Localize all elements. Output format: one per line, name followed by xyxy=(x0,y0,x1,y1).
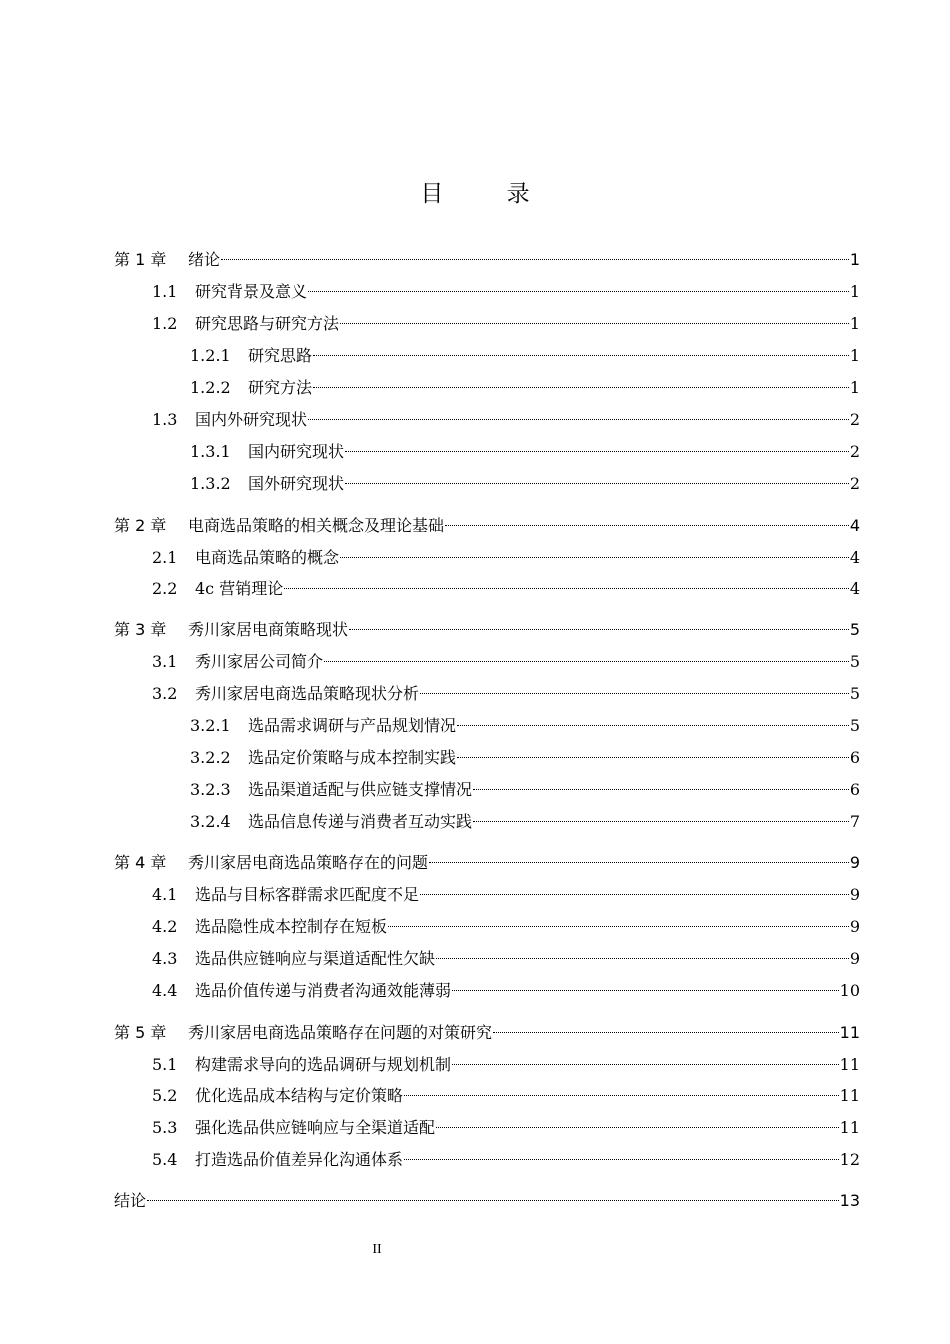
toc-entry-number: 第 1 章 xyxy=(114,250,167,269)
toc-entry-title: 秀川家居电商选品策略存在的问题 xyxy=(188,853,429,872)
toc-entry[interactable] xyxy=(152,883,860,907)
toc-entry-title: 选品隐性成本控制存在短板 xyxy=(195,917,388,936)
toc-entry[interactable] xyxy=(152,1053,860,1077)
toc-entry-page: 1 xyxy=(849,250,860,269)
toc-title: 目 录 xyxy=(420,181,558,207)
toc-entry-page: 5 xyxy=(849,652,860,671)
toc-entry-title: 研究背景及意义 xyxy=(195,282,308,301)
dot-leader xyxy=(308,291,849,292)
toc-entry-title: 绪论 xyxy=(188,250,221,269)
toc-entry[interactable] xyxy=(190,344,860,368)
dot-leader xyxy=(493,1032,839,1033)
dot-leader xyxy=(340,557,849,558)
toc-entry-page: 5 xyxy=(849,620,860,639)
toc-entry[interactable] xyxy=(114,248,860,272)
toc-entry-number: 5.4 xyxy=(152,1150,178,1169)
toc-entry-page: 10 xyxy=(839,981,860,1000)
toc-entry-page: 2 xyxy=(849,474,860,493)
toc-entry-title: 结论 xyxy=(114,1191,147,1210)
toc-entry-title: 选品需求调研与产品规划情况 xyxy=(248,716,457,735)
toc-entry[interactable] xyxy=(190,472,860,496)
page-number: II xyxy=(372,1242,382,1257)
toc-entry[interactable] xyxy=(190,778,860,802)
toc-entry[interactable] xyxy=(190,810,860,834)
toc-entry-title: 优化选品成本结构与定价策略 xyxy=(195,1086,404,1105)
toc-entry[interactable] xyxy=(190,746,860,770)
toc-entry-number: 第 2 章 xyxy=(114,516,167,535)
toc-entry-title: 选品渠道适配与供应链支撑情况 xyxy=(248,780,473,799)
toc-entry[interactable] xyxy=(114,1021,860,1045)
toc-entry-title: 研究方法 xyxy=(248,378,313,397)
toc-entry-number: 5.1 xyxy=(152,1055,178,1074)
toc-entry-title: 国外研究现状 xyxy=(248,474,345,493)
toc-entry-number: 2.1 xyxy=(152,548,178,567)
toc-entry-page: 11 xyxy=(839,1023,860,1042)
toc-entry-title: 打造选品价值差异化沟通体系 xyxy=(195,1150,404,1169)
dot-leader xyxy=(313,387,849,388)
toc-entry-page: 9 xyxy=(849,853,860,872)
dot-leader xyxy=(388,926,849,927)
toc-entry[interactable] xyxy=(152,682,860,706)
dot-leader xyxy=(345,451,849,452)
toc-entry[interactable] xyxy=(190,376,860,400)
toc-entry-page: 11 xyxy=(839,1118,860,1137)
toc-entry-title: 选品定价策略与成本控制实践 xyxy=(248,748,457,767)
toc-entry-title: 选品价值传递与消费者沟通效能薄弱 xyxy=(195,981,452,1000)
toc-entry[interactable] xyxy=(114,618,860,642)
toc-entry-number: 1.3.1 xyxy=(190,442,231,461)
toc-entry-title: 秀川家居电商选品策略存在问题的对策研究 xyxy=(188,1023,493,1042)
toc-entry-number: 4.3 xyxy=(152,949,178,968)
toc-entry[interactable] xyxy=(152,312,860,336)
toc-entry-page: 12 xyxy=(839,1150,860,1169)
toc-entry-page: 11 xyxy=(839,1086,860,1105)
toc-entry-page: 4 xyxy=(849,516,860,535)
toc-entry-page: 6 xyxy=(849,748,860,767)
toc-entry-title: 4c 营销理论 xyxy=(195,579,284,598)
toc-entry-title: 秀川家居电商选品策略现状分析 xyxy=(195,684,420,703)
toc-entry[interactable] xyxy=(152,280,860,304)
toc-entry-page: 1 xyxy=(849,346,860,365)
toc-entry-number: 4.2 xyxy=(152,917,178,936)
toc-entry[interactable] xyxy=(114,1189,860,1213)
toc-entry[interactable] xyxy=(152,1148,860,1172)
toc-entry-number: 1.3 xyxy=(152,410,178,429)
toc-entry-number: 5.3 xyxy=(152,1118,178,1137)
dot-leader xyxy=(221,259,849,260)
toc-entry-page: 13 xyxy=(839,1191,860,1210)
dot-leader xyxy=(473,789,849,790)
dot-leader xyxy=(420,693,849,694)
toc-entry-title: 国内外研究现状 xyxy=(195,410,308,429)
toc-entry-title: 电商选品策略的相关概念及理论基础 xyxy=(188,516,445,535)
toc-entry-page: 1 xyxy=(849,282,860,301)
toc-entry-title: 秀川家居电商策略现状 xyxy=(188,620,349,639)
toc-entry-number: 5.2 xyxy=(152,1086,178,1105)
toc-entry-number: 1.2.2 xyxy=(190,378,231,397)
toc-entry[interactable] xyxy=(152,947,860,971)
toc-entry-number: 1.2 xyxy=(152,314,178,333)
toc-entry-title: 秀川家居公司简介 xyxy=(195,652,324,671)
toc-entry-number: 3.2 xyxy=(152,684,178,703)
toc-entry-title: 研究思路与研究方法 xyxy=(195,314,340,333)
toc-entry-page: 2 xyxy=(849,442,860,461)
toc-entry-number: 1.1 xyxy=(152,282,178,301)
toc-entry-number: 3.2.1 xyxy=(190,716,231,735)
dot-leader xyxy=(457,757,849,758)
toc-entry-number: 1.2.1 xyxy=(190,346,231,365)
toc-entry-page: 9 xyxy=(849,917,860,936)
toc-entry[interactable] xyxy=(152,1116,860,1140)
toc-entry-page: 9 xyxy=(849,885,860,904)
toc-entry-number: 1.3.2 xyxy=(190,474,231,493)
toc-entry[interactable] xyxy=(190,440,860,464)
toc-entry-page: 2 xyxy=(849,410,860,429)
toc-entry-number: 第 5 章 xyxy=(114,1023,167,1042)
toc-entry-page: 1 xyxy=(849,314,860,333)
toc-entry-page: 1 xyxy=(849,378,860,397)
toc-entry-number: 第 3 章 xyxy=(114,620,167,639)
toc-entry-title: 国内研究现状 xyxy=(248,442,345,461)
toc-entry-page: 9 xyxy=(849,949,860,968)
toc-entry-title: 研究思路 xyxy=(248,346,313,365)
dot-leader xyxy=(313,355,849,356)
toc-entry-page: 5 xyxy=(849,684,860,703)
toc-entry-title: 选品与目标客群需求匹配度不足 xyxy=(195,885,420,904)
toc-entry-title: 强化选品供应链响应与全渠道适配 xyxy=(195,1118,436,1137)
dot-leader xyxy=(452,1064,839,1065)
dot-leader xyxy=(420,894,849,895)
dot-leader xyxy=(457,725,849,726)
toc-entry-page: 11 xyxy=(839,1055,860,1074)
toc-entry-title: 选品信息传递与消费者互动实践 xyxy=(248,812,473,831)
toc-entry-title: 电商选品策略的概念 xyxy=(195,548,340,567)
toc-entry-number: 2.2 xyxy=(152,579,178,598)
dot-leader xyxy=(473,821,849,822)
toc-entry[interactable] xyxy=(152,650,860,674)
dot-leader xyxy=(284,588,849,589)
dot-leader xyxy=(452,990,839,991)
toc-entry[interactable] xyxy=(114,514,860,538)
dot-leader xyxy=(436,958,849,959)
dot-leader xyxy=(324,661,849,662)
toc-entry-number: 第 4 章 xyxy=(114,853,167,872)
dot-leader xyxy=(404,1095,839,1096)
toc-entry[interactable] xyxy=(152,1084,860,1108)
toc-entry-page: 5 xyxy=(849,716,860,735)
toc-entry-number: 4.4 xyxy=(152,981,178,1000)
toc-entry-number: 3.1 xyxy=(152,652,178,671)
toc-entry-number: 3.2.4 xyxy=(190,812,231,831)
toc-entry-page: 7 xyxy=(849,812,860,831)
toc-entry[interactable] xyxy=(152,915,860,939)
toc-entry-title: 选品供应链响应与渠道适配性欠缺 xyxy=(195,949,436,968)
dot-leader xyxy=(436,1127,839,1128)
dot-leader xyxy=(445,525,849,526)
dot-leader xyxy=(349,629,849,630)
dot-leader xyxy=(345,483,849,484)
toc-entry-number: 3.2.2 xyxy=(190,748,231,767)
dot-leader xyxy=(340,323,849,324)
toc-entry-page: 4 xyxy=(849,579,860,598)
toc-entry-page: 4 xyxy=(849,548,860,567)
toc-entry[interactable] xyxy=(190,714,860,738)
toc-entry-number: 4.1 xyxy=(152,885,178,904)
toc-entry[interactable] xyxy=(152,979,860,1003)
dot-leader xyxy=(429,862,849,863)
toc-entry-title: 构建需求导向的选品调研与规划机制 xyxy=(195,1055,452,1074)
toc-entry-number: 3.2.3 xyxy=(190,780,231,799)
toc-entry[interactable] xyxy=(152,546,860,570)
toc-entry-page: 6 xyxy=(849,780,860,799)
toc-entry[interactable] xyxy=(114,851,860,875)
dot-leader xyxy=(308,419,849,420)
toc-entry[interactable] xyxy=(152,408,860,432)
toc-entry[interactable] xyxy=(152,577,860,601)
dot-leader xyxy=(147,1200,839,1201)
dot-leader xyxy=(404,1159,839,1160)
